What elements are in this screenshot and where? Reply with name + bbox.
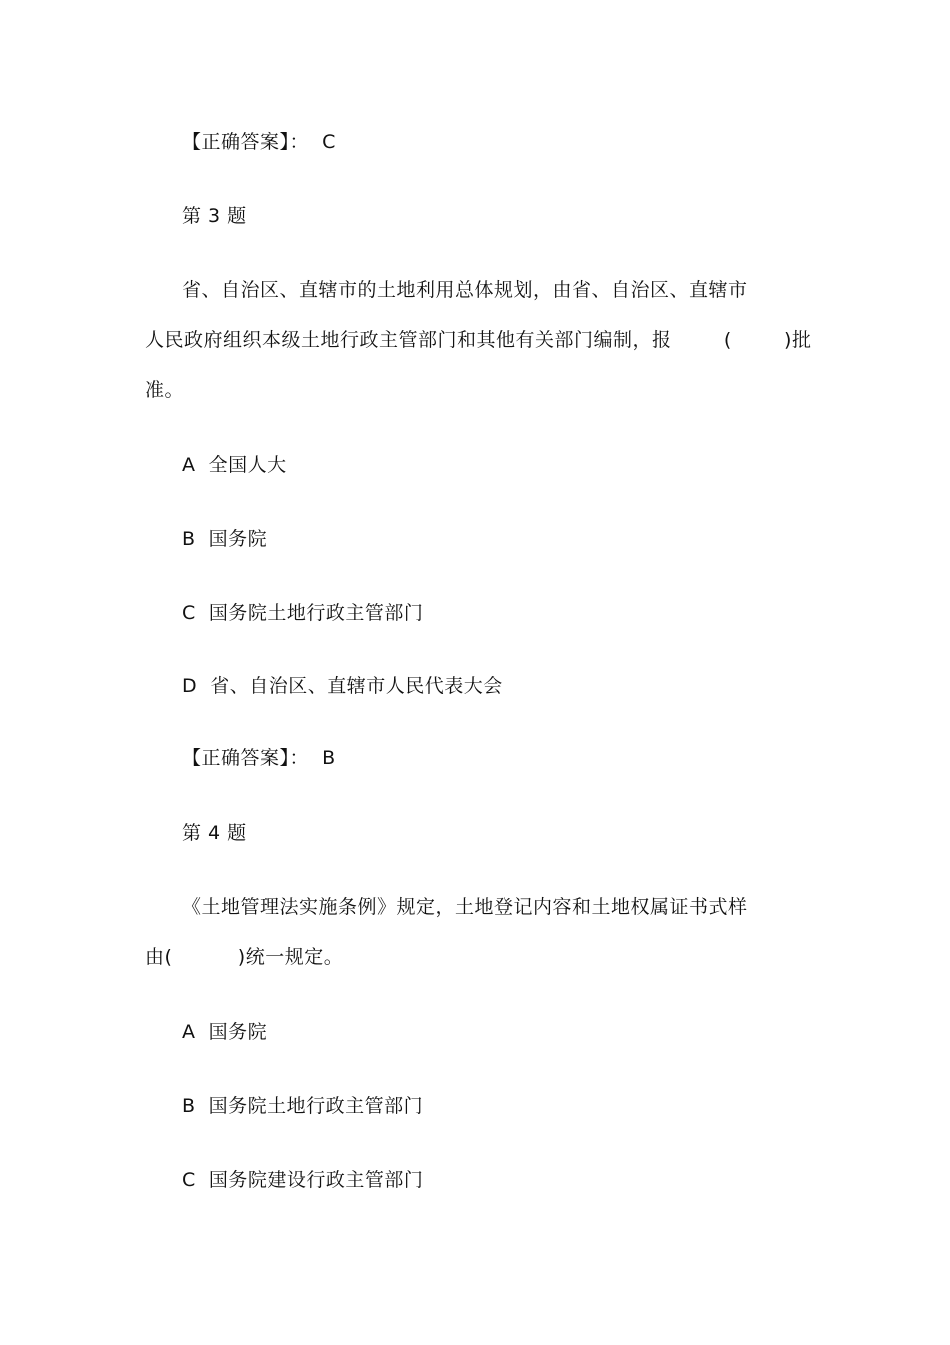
question-4-text-line-1: 《土地管理法实施条例》规定，土地登记内容和土地权属证书式样	[182, 896, 748, 918]
answer-q2: 【正确答案】： C	[182, 131, 336, 153]
question-3-text-line-3: 准。	[145, 379, 185, 401]
question-4-option-c: C 国务院建设行政主管部门	[182, 1169, 424, 1191]
question-3-option-a: A 全国人大	[182, 454, 287, 476]
question-4-option-a: A 国务院	[182, 1021, 268, 1043]
answer-q3: 【正确答案】： B	[182, 747, 336, 769]
question-3-text-line-1: 省、自治区、直辖市的土地利用总体规划，由省、自治区、直辖市	[182, 279, 748, 301]
question-4-text-line-2: 由( )统一规定。	[145, 946, 344, 968]
question-3-heading: 第 3 题	[182, 205, 247, 227]
question-3-option-b: B 国务院	[182, 528, 268, 550]
question-4-heading: 第 4 题	[182, 822, 247, 844]
question-4-option-b: B 国务院土地行政主管部门	[182, 1095, 424, 1117]
question-3-option-c: C 国务院土地行政主管部门	[182, 602, 424, 624]
question-3-text-line-2: 人民政府组织本级土地行政主管部门和其他有关部门编制，报 ( )批	[145, 329, 812, 351]
question-3-option-d: D 省、自治区、直辖市人民代表大会	[182, 675, 503, 697]
